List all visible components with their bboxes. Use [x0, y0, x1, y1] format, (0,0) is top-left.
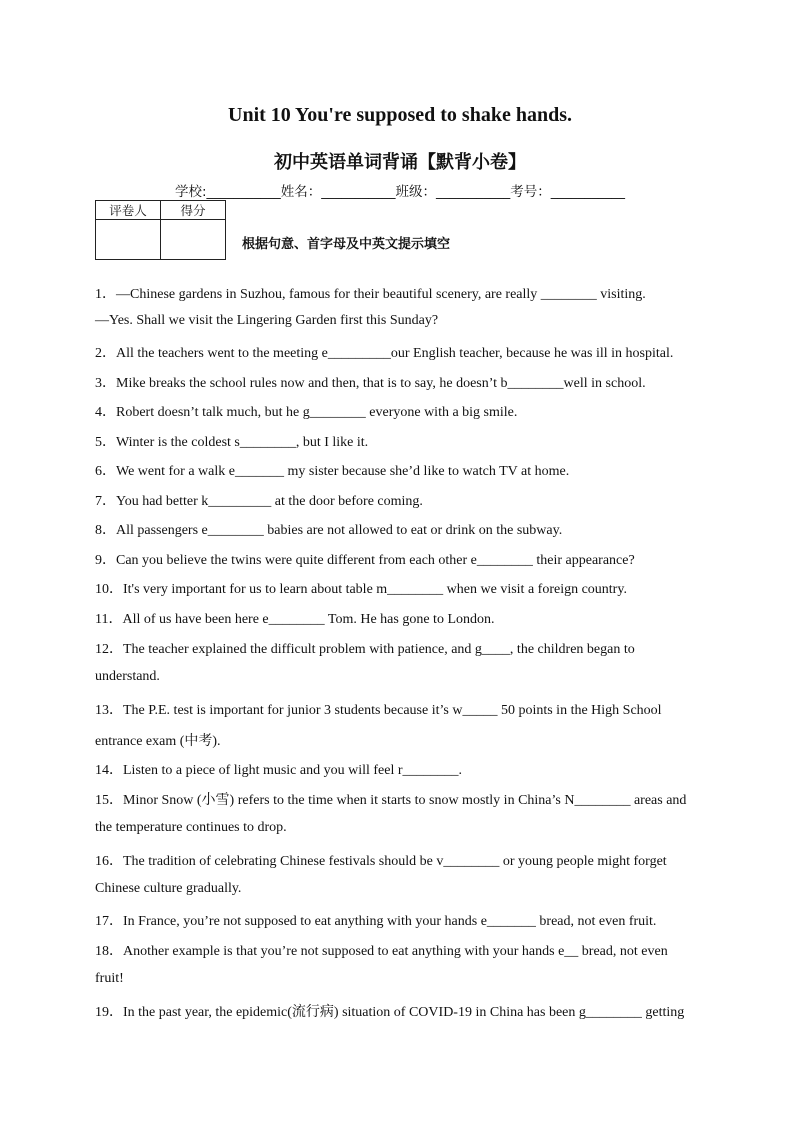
score-cell [161, 220, 226, 260]
section-instruction: 根据句意、首字母及中英文提示填空 [242, 237, 451, 252]
question-line: 9．Can you believe the twins were quite different from each other e________ their appearance? [95, 553, 635, 568]
question-line: 12．The teacher explained the difficult problem with patience, and g____, the children began to [95, 642, 635, 657]
question-line: 6．We went for a walk e_______ my sister because she’d like to watch TV at home. [95, 464, 570, 479]
grader-cell [96, 220, 161, 260]
question-line: 4．Robert doesn’t talk much, but he g________ everyone with a big smile. [95, 405, 518, 420]
question-line: Chinese culture gradually. [95, 881, 242, 896]
worksheet-subtitle: 初中英语单词背诵【默背小卷】 [274, 152, 526, 173]
question-line: 10．It's very important for us to learn about table m________ when we visit a foreign country. [95, 582, 627, 597]
question-line: 18．Another example is that you’re not supposed to eat anything with your hands e__ bread, not even [95, 944, 668, 959]
question-line: 15．Minor Snow (小雪) refers to the time when it starts to snow mostly in China’s N________ areas and [95, 793, 687, 808]
question-line: 16．The tradition of celebrating Chinese festivals should be v________ or young people might forget [95, 854, 667, 869]
question-line: 1．—Chinese gardens in Suzhou, famous for their beautiful scenery, are really ________ visiting. [95, 287, 646, 302]
question-line: 19．In the past year, the epidemic(流行病) situation of COVID-19 in China has been g________ getting [95, 1005, 685, 1020]
question-line: the temperature continues to drop. [95, 820, 287, 835]
question-line: 2．All the teachers went to the meeting e_________our English teacher, because he was ill in hospital. [95, 346, 674, 361]
student-info-line: 学校:___________姓名：___________班级：___________考号：___________ [174, 184, 626, 200]
question-line: 3．Mike breaks the school rules now and then, that is to say, he doesn’t b________well in school. [95, 376, 646, 391]
question-line: 17．In France, you’re not supposed to eat anything with your hands e_______ bread, not even fruit. [95, 914, 657, 929]
worksheet-title: Unit 10 You're supposed to shake hands. [228, 104, 572, 126]
question-line: 7．You had better k_________ at the door before coming. [95, 494, 423, 509]
question-line: 11．All of us have been here e________ Tom. He has gone to London. [95, 612, 495, 627]
score-header: 得分 [161, 201, 226, 220]
question-line: 14．Listen to a piece of light music and you will feel r________. [95, 763, 463, 778]
question-line: 13．The P.E. test is important for junior 3 students because it’s w_____ 50 points in the High School [95, 703, 662, 718]
question-line: fruit! [95, 971, 124, 986]
question-line: 8．All passengers e________ babies are not allowed to eat or drink on the subway. [95, 523, 563, 538]
grader-header: 评卷人 [96, 201, 161, 220]
question-line: understand. [95, 669, 160, 684]
question-line: 5．Winter is the coldest s________, but I like it. [95, 435, 369, 450]
question-line: —Yes. Shall we visit the Lingering Garden first this Sunday? [95, 313, 439, 328]
question-line: entrance exam (中考). [95, 734, 221, 749]
score-table [95, 200, 226, 260]
